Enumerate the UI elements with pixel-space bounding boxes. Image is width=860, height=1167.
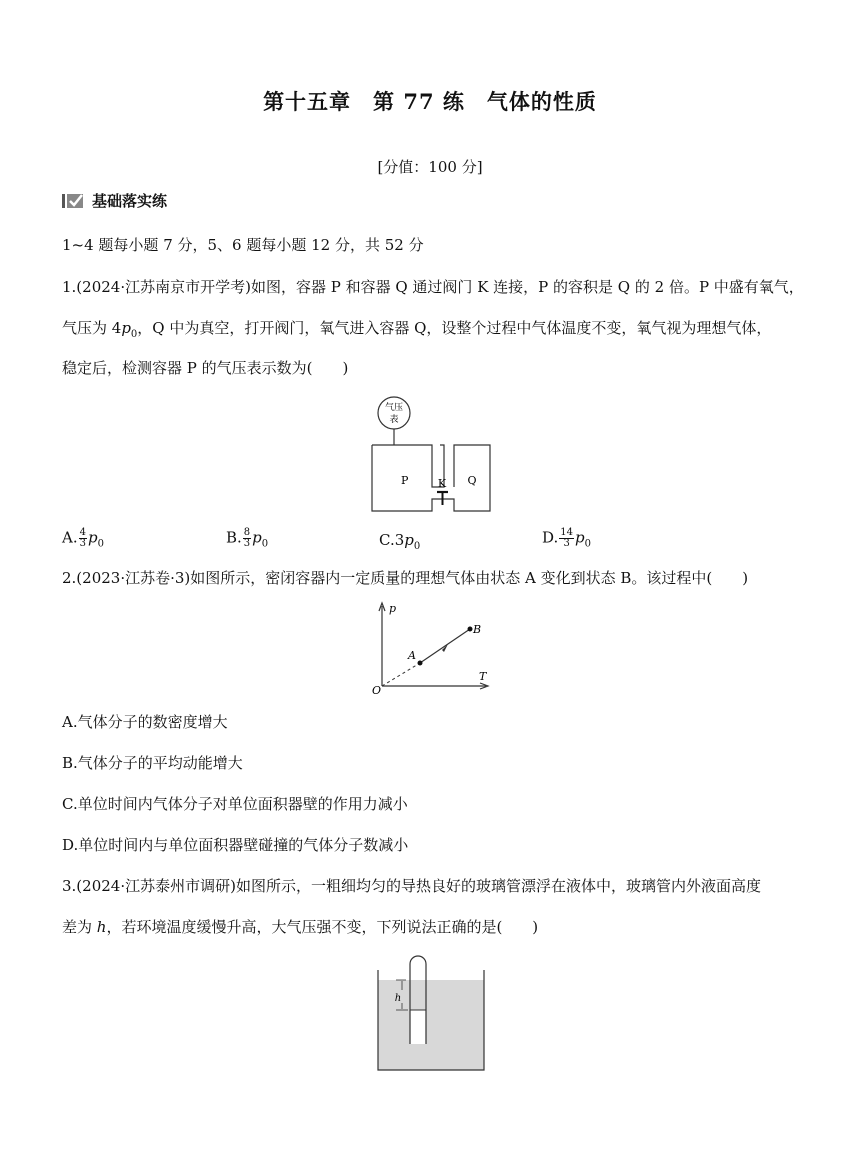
q2-pt-graph bbox=[368, 598, 496, 698]
origin-label: O bbox=[372, 684, 382, 697]
state-b-label: B bbox=[473, 623, 482, 636]
q1-option-d[interactable]: D. $\frac{14}{3}$ $p_0$ bbox=[542, 527, 591, 550]
section-title: 基础落实练 bbox=[92, 192, 168, 210]
q3-line1: 3.(2024·江苏泰州市调研)如图所示，一粗细均匀的导热良好的玻璃管漂浮在液体中，玻璃管内外液面高度 bbox=[62, 877, 761, 895]
state-a-point bbox=[418, 661, 423, 666]
section-heading bbox=[62, 190, 167, 211]
q2-line1: 2.(2023·江苏卷·3)如图所示，密闭容器内一定质量的理想气体由状态 A 变化到状态 B。该过程中( ) bbox=[62, 569, 749, 587]
score-label: [分值：100 分] bbox=[377, 158, 483, 176]
valve-k-label: K bbox=[437, 477, 447, 490]
q2-option-d[interactable]: D.单位时间内与单位面积器壁碰撞的气体分子数减小 bbox=[62, 836, 409, 854]
axis-p-label: p bbox=[389, 602, 397, 615]
q2-option-a[interactable]: A.气体分子的数密度增大 bbox=[62, 713, 228, 731]
q1-line1: 1.(2024·江苏南京市开学考)如图，容器 P 和容器 Q 通过阀门 K 连接，P 的容积是 Q 的 2 倍。P 中盛有氧气， bbox=[62, 278, 804, 296]
q3-line2: 差为 h，若环境温度缓慢升高，大气压强不变，下列说法正确的是( ) bbox=[62, 918, 539, 936]
q1-option-a[interactable]: A. $\frac{4}{3}$ $p_0$ bbox=[62, 527, 104, 550]
axis-t-label: T bbox=[479, 670, 487, 683]
q1-option-c[interactable]: $C.3p_0$ bbox=[379, 531, 421, 552]
q1-container-figure bbox=[360, 395, 520, 517]
checklist-icon bbox=[62, 192, 86, 210]
gauge-label-1: 气压 bbox=[384, 403, 404, 413]
height-h-label: h bbox=[394, 993, 402, 1004]
state-b-point bbox=[468, 627, 473, 632]
container-p-label: P bbox=[401, 474, 409, 487]
page-title: 第十五章 第 77 练 气体的性质 bbox=[263, 89, 597, 114]
q3-tube-figure bbox=[372, 950, 490, 1075]
q1-option-b[interactable]: B. $\frac{8}{3}$ $p_0$ bbox=[226, 527, 269, 550]
container-q-label: Q bbox=[467, 474, 477, 487]
q2-option-b[interactable]: B.气体分子的平均动能增大 bbox=[62, 754, 243, 772]
gauge-label-2: 表 bbox=[389, 415, 399, 425]
q1-line2: 气压为 $4p_0$，Q 中为真空，打开阀门，氧气进入容器 Q，设整个过程中气体温度不变，氧气视为理想气体， bbox=[62, 319, 772, 340]
q2-option-c[interactable]: C.单位时间内气体分子对单位面积器壁的作用力减小 bbox=[62, 795, 408, 813]
q1-line3: 稳定后，检测容器 P 的气压表示数为( ) bbox=[62, 359, 349, 377]
state-a-label: A bbox=[408, 649, 416, 662]
intro-text: 1~4 题每小题 7 分，5、6 题每小题 12 分，共 52 分 bbox=[62, 236, 424, 254]
